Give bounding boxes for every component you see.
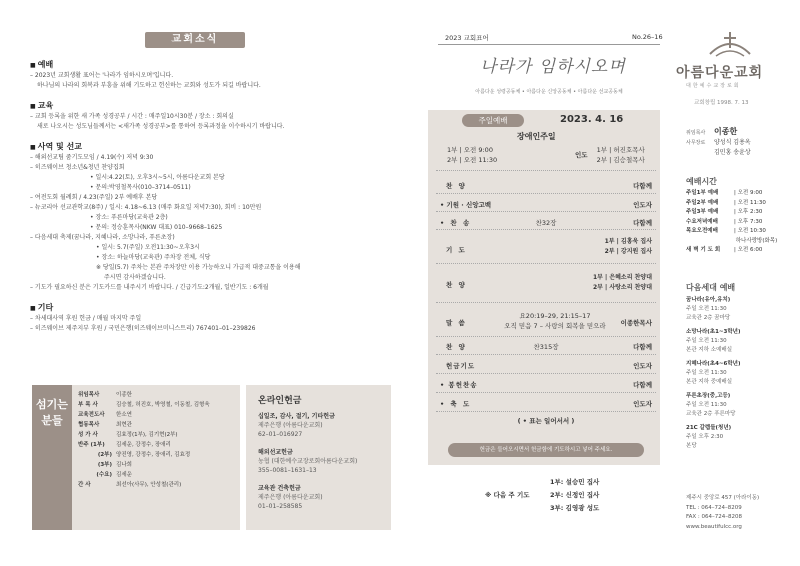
next-gen-list: 꿈나라(유아,유치) 주일 오전 11:30 교육관 2층 꿈마당 소망나라(초1~3학년) 주일 오전 11:30 본관 지하 소예배실 지혜나라(초4~6학년) 주일 오전 11:30 본관 지하 중예배실 푸른초장(중,고등) 주일 오전 11:30 교육관 2층 푸른마당 21C 갈렙들(청년) 주일 오후 2:30 본당 — [686, 297, 741, 449]
worship-date: 2023. 4. 16 — [560, 114, 624, 125]
offering-type: 십일조, 감사, 절기, 기타헌금 — [258, 413, 335, 420]
news-line: – 차세대사역 후원 헌금 / 매월 마지막 주일 — [30, 315, 142, 322]
website-link[interactable]: www.beautifulcc.org — [686, 523, 742, 530]
next-gen-title: 다음세대 예배 — [686, 283, 736, 292]
service-times: 1부 | 오전 9:00 2부 | 오전 11:30 — [447, 146, 498, 164]
section-title-mission: ■ 사역 및 선교 — [30, 141, 390, 152]
offering-bank: 농협 (대한예수교장로회아름다운교회) — [258, 458, 358, 465]
minister-row: 반주 (1부) 김세운, 강정수, 장애리 — [78, 442, 171, 448]
section-title-education: ■ 교육 — [30, 100, 390, 111]
online-offering-list — [258, 408, 388, 511]
church-name: 아름다운교회 — [676, 65, 764, 81]
divider — [436, 193, 656, 194]
offering-account: 62–01–016927 — [258, 431, 303, 438]
news-line: – 해외선교팀 줌기도모임 / 4.19(수) 저녁 9:30 — [30, 154, 154, 161]
offering-notice: 헌금은 들어오시면서 헌금함에 기도하시고 넣어 주세요. — [448, 443, 644, 457]
divider — [436, 229, 656, 230]
divider — [436, 211, 656, 212]
service-leaders: 인도 1부 | 허진호목사 2부 | 김승철목사 — [575, 146, 645, 164]
news-line: – 히즈웨이브 제주지부 후원 / 국민은행(히즈웨이브미니스트리) 767401–01–239826 — [30, 325, 256, 332]
news-line: 새로 나오시는 성도님들께서는 <새가족 성경공부>를 통하여 등록과정을 이수하시기 바랍니다. — [37, 123, 285, 130]
online-offering-title: 온라인헌금 — [258, 396, 302, 406]
pastor-block: 위임목사 이종한 사무장로 양성식 김용옥 김민홍 송윤상 — [686, 127, 751, 156]
ministers-label: 섬기는 분들 — [32, 385, 72, 530]
address: 제주시 중앙로 457 (아라이동) — [686, 495, 760, 501]
prayer-leaders: 1부 | 김홍욱 집사 2부 | 강지원 집사 — [604, 238, 652, 255]
worship-chip: 주일예배 — [462, 114, 524, 127]
news-line: • 일시:4.22(토), 오후3시~5시, 아름다운교회 본당 — [90, 174, 225, 181]
news-line: 주시면 감사하겠습니다. — [104, 274, 166, 281]
news-column — [30, 55, 390, 334]
standing-note: ( • 표는 일어서서 ) — [517, 417, 575, 425]
news-line: – 2023년 교회생활 표어는 '나라가 임하시오며'입니다. — [30, 72, 174, 79]
offering-account: 01–01–258585 — [258, 503, 303, 510]
minister-row: (2부) 양진영, 강정수, 장애리, 김효정 — [97, 452, 191, 458]
news-banner: 교회소식 — [145, 32, 245, 48]
news-line: – 다음세대 축제(꿈나라, 지혜나라, 소망나라, 푸른초장) — [30, 234, 175, 241]
offering-bank: 제주은행 (아름다운교회) — [258, 494, 323, 501]
worship-times-title: 예배시간 — [686, 177, 717, 186]
phone: TEL : 064–724–8209 — [686, 504, 742, 511]
church-logo-icon — [706, 30, 754, 60]
news-line: • 일시: 5.7(주일) 오전11:30~오후3시 — [96, 244, 200, 251]
divider — [436, 392, 656, 393]
divider — [436, 354, 656, 355]
fax: FAX : 064–724–8208 — [686, 514, 743, 520]
news-line: • 장소: 푸른마당(교육관 2층) — [90, 214, 168, 221]
divider — [436, 336, 656, 337]
issue-number: No.26–16 — [632, 33, 663, 41]
minister-row: 부 목 사 김승철, 허진호, 박영철, 이동철, 김형욱 — [78, 402, 210, 408]
minister-row: 위임목사 이종한 — [78, 392, 132, 398]
founded-date: 교회창립 1998. 7. 13 — [694, 100, 749, 106]
worship-times-list: 주일1부 예배 | 오전 9:00 주일2부 예배 | 오전 11:30 주일3부 예배 | 오후 2:30 수요저녁예배 | 오후 7:30 목요오전예배 | 오전 10:30 하나사랑방(화목) 새 벽 기 도 회 | 오전 6:00 — [686, 190, 778, 253]
minister-row: 간 사 최선아(사무), 안성철(관리) — [78, 482, 182, 488]
contact-block — [686, 494, 759, 532]
news-line: ※ 당일(5.7) 주차는 본관 주차장만 이용 가능하오니 가급적 대중교통을 이용해 — [96, 264, 301, 271]
divider — [436, 302, 656, 303]
divider — [436, 373, 656, 374]
news-line: • 문의:박영철목사(010–3714–0511) — [90, 184, 191, 191]
news-line: • 문의: 정승훈목사(NKW 대표) 010–9668–1625 — [90, 224, 223, 231]
praise-choirs: 1부 | 은혜소리 찬양대 2부 | 사랑소리 찬양대 — [592, 274, 652, 291]
tagline: 아름다운 성령공동체 • 아름다운 신앙공동체 • 아름다운 선교공동체 — [475, 89, 623, 95]
sermon-day-title: 장애인주일 — [517, 132, 556, 141]
news-line: – 교회 등록을 위한 새 가족 성경공부 / 시간 : 매주일10시30분 / 장소 : 회의실 — [30, 113, 234, 120]
divider — [436, 263, 656, 264]
offering-type: 교육관 건축헌금 — [258, 485, 301, 492]
news-line: 하나님의 나라의 회복과 부흥을 위해 기도하고 헌신하는 교회와 성도가 되길 바랍니다. — [37, 82, 261, 89]
news-line: – 뉴코리아 선교관학교(8주) / 일시: 4.18~6.13 (매주 화요일 저녁7:30), 회비 : 10만원 — [30, 204, 262, 211]
ministers-list — [78, 390, 238, 490]
divider — [436, 411, 656, 412]
minister-row: 교육전도사 한소연 — [78, 412, 132, 418]
minister-row: (3부) 김나희 — [97, 462, 132, 468]
motto-calligraphy: 나라가 임하시오며 — [480, 57, 626, 77]
news-line: – 여전도회 월례회 / 4.23(주일) 2부 예배후 본당 — [30, 194, 158, 201]
minister-row: (수요) 김세운 — [96, 472, 132, 478]
news-line: – 히즈웨이브 청소년&청년 찬양집회 — [30, 164, 125, 171]
offering-account: 355–0081–1631–13 — [258, 467, 317, 474]
next-week-prayer-label: ※ 다음 주 기도 — [485, 491, 530, 499]
year-motto-label: 2023 교회표어 — [445, 34, 489, 42]
minister-row: 성 가 사 김효정(1부), 김기현(2부) — [78, 432, 178, 438]
next-week-prayer-list: 1부: 설승민 집사 2부: 신정인 집사 3부: 김영광 성도 — [550, 478, 600, 512]
section-title-other: ■ 기타 — [30, 302, 390, 313]
offering-bank: 제주은행 (아름다운교회) — [258, 422, 323, 429]
sermon-passage: 요20:19–29, 21:15–17 오직 믿음 7 – 사랑의 회복을 믿으라 — [504, 312, 606, 330]
offering-type: 해외선교헌금 — [258, 449, 293, 456]
denomination: 대한예수교장로회 — [686, 83, 741, 89]
header-rule — [438, 44, 660, 45]
divider — [436, 170, 656, 171]
news-line: • 장소: 하늘마당(교육관) 주차장 전체, 식당 — [96, 254, 211, 261]
section-title-worship: ■ 예배 — [30, 59, 390, 70]
minister-row: 협동목사 최현관 — [78, 422, 132, 428]
news-line: – 기도가 필요하신 분은 기도카드를 내주시기 바랍니다. / 긴급기도:2개월, 일반기도 : 6개월 — [30, 284, 269, 291]
